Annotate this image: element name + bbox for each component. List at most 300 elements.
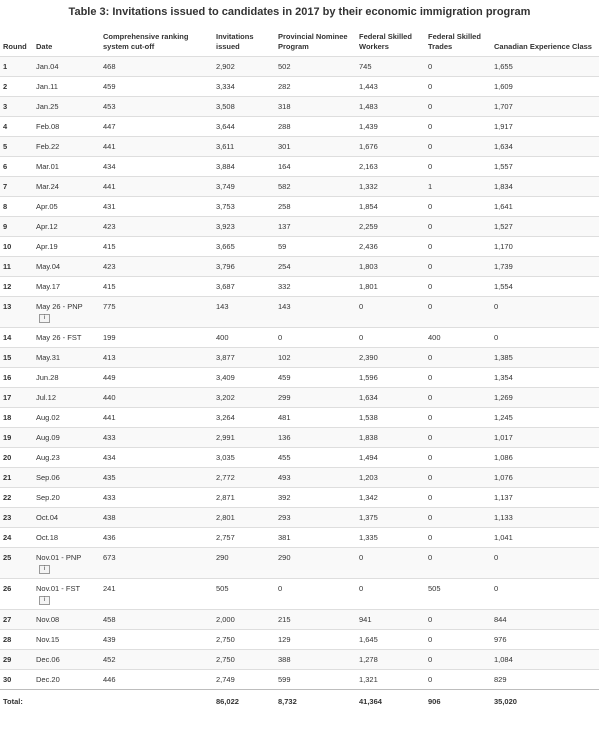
cell-crs-cutoff-text: 199: [103, 333, 116, 342]
cell-pnp-text: 459: [278, 373, 291, 382]
cell-pnp-text: 332: [278, 282, 291, 291]
cell-date: [32, 137, 99, 157]
cell-crs-cutoff-text: 458: [103, 615, 116, 624]
cell-crs-cutoff-text: 423: [103, 262, 116, 271]
cell-round-text: 9: [3, 222, 8, 231]
cell-round-text: 29: [3, 655, 12, 664]
cell-crs-cutoff: [99, 428, 212, 448]
cell-date: [32, 630, 99, 650]
cell-fst-text: 0: [428, 162, 433, 171]
col-header-pnp: Provincial Nominee Program: [278, 32, 348, 51]
cell-fsw: [355, 448, 424, 468]
cell-fst: [424, 508, 490, 528]
cell-fst: [424, 428, 490, 448]
cell-cec: [490, 97, 599, 117]
cell-round: [0, 177, 32, 197]
cell-date-text: Feb.08: [36, 122, 60, 131]
cell-invitations: [212, 157, 274, 177]
cell-cec: [490, 277, 599, 297]
cell-date-text: May.17: [36, 282, 61, 291]
cell-invitations-text: 3,749: [216, 182, 235, 191]
cell-date: [32, 77, 99, 97]
cell-cec-text: 0: [494, 333, 499, 342]
cell-crs-cutoff-text: 434: [103, 162, 116, 171]
cell-fst-text: 0: [428, 675, 433, 684]
cell-fsw: [355, 468, 424, 488]
col-header-fsw: Federal Skilled Workers: [359, 32, 412, 51]
cell-crs-cutoff-text: 453: [103, 102, 116, 111]
cell-cec-text: 1,084: [494, 655, 513, 664]
cell-pnp-text: 0: [278, 584, 283, 593]
cell-fst-text: 0: [428, 102, 433, 111]
cell-fsw-text: 941: [359, 615, 372, 624]
table-row: [0, 610, 599, 630]
cell-date-text: Aug.23: [36, 453, 60, 462]
cell-crs-cutoff: [99, 348, 212, 368]
cell-fst: [424, 548, 490, 579]
table-row: [0, 408, 599, 428]
cell-invitations-text: 3,687: [216, 282, 235, 291]
cell-invitations-text: 2,757: [216, 533, 235, 542]
cell-invitations: [212, 117, 274, 137]
cell-fsw-text: 1,278: [359, 655, 378, 664]
cell-cec-text: 0: [494, 302, 499, 311]
cell-cec: [490, 177, 599, 197]
cell-round: [0, 388, 32, 408]
cell-crs-cutoff-text: 434: [103, 453, 116, 462]
cell-pnp-text: 301: [278, 142, 291, 151]
cell-invitations: [212, 428, 274, 448]
cell-fst: [424, 368, 490, 388]
cell-cec: [490, 488, 599, 508]
cell-fst: [424, 137, 490, 157]
cell-round-text: 11: [3, 262, 11, 271]
cell-fsw: [355, 388, 424, 408]
cell-fst: [424, 528, 490, 548]
cell-date: [32, 610, 99, 630]
cell-cec: [490, 528, 599, 548]
cell-fst: [424, 348, 490, 368]
cell-crs-cutoff-text: 452: [103, 655, 116, 664]
cell-round: [0, 297, 32, 328]
cell-date-text: Feb.22: [36, 142, 60, 151]
cell-crs-cutoff: [99, 468, 212, 488]
cell-date: [32, 177, 99, 197]
cell-round-text: 21: [3, 473, 12, 482]
table-row: [0, 348, 599, 368]
cell-fsw-text: 2,436: [359, 242, 378, 251]
cell-pnp: [274, 428, 355, 448]
cell-fst-text: 0: [428, 635, 433, 644]
cell-invitations: [212, 548, 274, 579]
cell-pnp: [274, 650, 355, 670]
cell-round-text: 15: [3, 353, 12, 362]
cell-cec: [490, 237, 599, 257]
cell-invitations-text: 3,923: [216, 222, 235, 231]
cell-fst-text: 400: [428, 333, 441, 342]
cell-fst: [424, 408, 490, 428]
table-row: [0, 117, 599, 137]
cell-fst-text: 1: [428, 182, 433, 191]
cell-date-text: Apr.19: [36, 242, 58, 251]
table-row: [0, 177, 599, 197]
cell-invitations: [212, 610, 274, 630]
total-pnp: 8,732: [274, 690, 355, 713]
cell-date: [32, 508, 99, 528]
cell-cec: [490, 610, 599, 630]
cell-date-text: Jul.12: [36, 393, 57, 402]
cell-pnp-text: 582: [278, 182, 291, 191]
cell-crs-cutoff-text: 673: [103, 553, 116, 562]
cell-crs-cutoff-text: 441: [103, 142, 116, 151]
cell-date-text: Jan.25: [36, 102, 59, 111]
cell-date-text: Jan.04: [36, 62, 59, 71]
cell-fst-text: 0: [428, 353, 433, 362]
cell-fsw: [355, 77, 424, 97]
cell-invitations-text: 400: [216, 333, 229, 342]
cell-cec-text: 1,554: [494, 282, 513, 291]
cell-crs-cutoff-text: 413: [103, 353, 116, 362]
cell-cec: [490, 508, 599, 528]
cell-cec-text: 1,609: [494, 82, 513, 91]
cell-date: [32, 217, 99, 237]
cell-invitations: [212, 579, 274, 610]
cell-fst-text: 0: [428, 262, 433, 271]
cell-fst-text: 0: [428, 373, 433, 382]
cell-cec-text: 1,707: [494, 102, 513, 111]
cell-fsw-text: 0: [359, 333, 364, 342]
cell-date: [32, 57, 99, 77]
cell-fst: [424, 670, 490, 690]
cell-fsw-text: 1,676: [359, 142, 378, 151]
cell-fst: [424, 257, 490, 277]
cell-pnp: [274, 548, 355, 579]
cell-fsw: [355, 97, 424, 117]
cell-fst: [424, 177, 490, 197]
cell-fsw-text: 745: [359, 62, 372, 71]
cell-round-text: 17: [3, 393, 12, 402]
total-cell: [32, 690, 99, 713]
table-row: [0, 650, 599, 670]
cell-crs-cutoff: [99, 528, 212, 548]
cell-fsw: [355, 297, 424, 328]
cell-round: [0, 528, 32, 548]
cell-crs-cutoff: [99, 368, 212, 388]
cell-invitations-text: 3,035: [216, 453, 235, 462]
cell-round: [0, 508, 32, 528]
cell-invitations-text: 3,264: [216, 413, 235, 422]
cell-fsw: [355, 579, 424, 610]
cell-round-text: 7: [3, 182, 8, 191]
cell-cec-text: 1,527: [494, 222, 513, 231]
cell-cec: [490, 57, 599, 77]
cell-invitations-text: 2,749: [216, 675, 235, 684]
cell-cec-text: 1,385: [494, 353, 513, 362]
cell-date: [32, 297, 99, 328]
cell-invitations-text: 3,334: [216, 82, 235, 91]
cell-fsw-text: 1,854: [359, 202, 378, 211]
cell-date-text: Mar.24: [36, 182, 59, 191]
footnote-info-icon[interactable]: i: [39, 565, 50, 574]
cell-pnp-text: 136: [278, 433, 291, 442]
cell-fsw: [355, 428, 424, 448]
cell-cec-text: 1,137: [494, 493, 513, 502]
total-cec: 35,020: [490, 690, 599, 713]
table-row: [0, 388, 599, 408]
cell-pnp-text: 381: [278, 533, 291, 542]
cell-invitations: [212, 528, 274, 548]
cell-pnp: [274, 117, 355, 137]
cell-cec: [490, 650, 599, 670]
cell-crs-cutoff-text: 440: [103, 393, 116, 402]
cell-fsw-text: 1,439: [359, 122, 378, 131]
cell-crs-cutoff-text: 459: [103, 82, 116, 91]
cell-cec: [490, 328, 599, 348]
cell-fsw: [355, 508, 424, 528]
cell-round: [0, 548, 32, 579]
cell-crs-cutoff: [99, 650, 212, 670]
table-row: [0, 297, 599, 328]
cell-round: [0, 137, 32, 157]
cell-fst: [424, 197, 490, 217]
cell-crs-cutoff: [99, 297, 212, 328]
cell-cec: [490, 548, 599, 579]
cell-fst-text: 0: [428, 513, 433, 522]
cell-round: [0, 277, 32, 297]
cell-round: [0, 488, 32, 508]
cell-fst-text: 0: [428, 655, 433, 664]
cell-date-text: May 26 - PNP: [36, 302, 83, 311]
cell-round: [0, 77, 32, 97]
cell-cec-text: 1,917: [494, 122, 513, 131]
cell-fst-text: 0: [428, 453, 433, 462]
col-header-invitations: Invitations issued: [216, 32, 254, 51]
cell-fst: [424, 297, 490, 328]
cell-fsw-text: 2,259: [359, 222, 378, 231]
cell-round: [0, 428, 32, 448]
cell-crs-cutoff: [99, 328, 212, 348]
footnote-info-icon[interactable]: i: [39, 314, 50, 323]
cell-invitations: [212, 237, 274, 257]
cell-fsw: [355, 368, 424, 388]
cell-date: [32, 117, 99, 137]
cell-round-text: 3: [3, 102, 8, 111]
cell-cec-text: 1,269: [494, 393, 513, 402]
cell-invitations-text: 143: [216, 302, 229, 311]
cell-round-text: 16: [3, 373, 12, 382]
cell-round: [0, 237, 32, 257]
cell-crs-cutoff-text: 433: [103, 493, 116, 502]
cell-cec: [490, 670, 599, 690]
cell-pnp: [274, 630, 355, 650]
cell-cec: [490, 117, 599, 137]
cell-pnp-text: 59: [278, 242, 287, 251]
cell-invitations: [212, 408, 274, 428]
cell-date-text: May.31: [36, 353, 61, 362]
cell-date-text: Jan.11: [36, 82, 58, 91]
cell-fsw: [355, 630, 424, 650]
cell-fst: [424, 388, 490, 408]
cell-fst-text: 0: [428, 62, 433, 71]
cell-invitations-text: 3,884: [216, 162, 235, 171]
table-row: [0, 630, 599, 650]
cell-crs-cutoff: [99, 77, 212, 97]
cell-crs-cutoff-text: 433: [103, 433, 116, 442]
cell-date: [32, 348, 99, 368]
cell-cec: [490, 428, 599, 448]
footnote-info-icon[interactable]: i: [39, 596, 50, 605]
cell-invitations: [212, 630, 274, 650]
cell-cec-text: 1,170: [494, 242, 513, 251]
cell-crs-cutoff-text: 468: [103, 62, 116, 71]
cell-round-text: 23: [3, 513, 12, 522]
cell-round-text: 4: [3, 122, 8, 131]
cell-invitations: [212, 328, 274, 348]
cell-invitations: [212, 670, 274, 690]
table-row: [0, 548, 599, 579]
cell-date: [32, 157, 99, 177]
cell-cec: [490, 468, 599, 488]
cell-crs-cutoff: [99, 579, 212, 610]
table-row: [0, 57, 599, 77]
cell-pnp-text: 164: [278, 162, 291, 171]
cell-pnp-text: 481: [278, 413, 291, 422]
cell-round-text: 19: [3, 433, 12, 442]
cell-date-text: Aug.02: [36, 413, 60, 422]
cell-crs-cutoff-text: 241: [103, 584, 116, 593]
cell-date: [32, 428, 99, 448]
cell-cec-text: 844: [494, 615, 507, 624]
cell-round: [0, 468, 32, 488]
cell-round-text: 5: [3, 142, 8, 151]
cell-round: [0, 408, 32, 428]
cell-round: [0, 157, 32, 177]
cell-cec: [490, 408, 599, 428]
cell-fsw: [355, 277, 424, 297]
cell-fsw: [355, 348, 424, 368]
cell-invitations: [212, 97, 274, 117]
cell-invitations: [212, 448, 274, 468]
cell-pnp: [274, 388, 355, 408]
cell-fst-text: 0: [428, 615, 433, 624]
cell-pnp: [274, 57, 355, 77]
cell-round: [0, 197, 32, 217]
cell-invitations-text: 3,753: [216, 202, 235, 211]
cell-crs-cutoff: [99, 177, 212, 197]
cell-fst-text: 0: [428, 122, 433, 131]
cell-date: [32, 548, 99, 579]
cell-crs-cutoff-text: 447: [103, 122, 116, 131]
cell-pnp: [274, 508, 355, 528]
cell-fst-text: 0: [428, 413, 433, 422]
cell-invitations: [212, 508, 274, 528]
table-row: [0, 579, 599, 610]
cell-invitations-text: 3,877: [216, 353, 235, 362]
cell-cec-text: 1,557: [494, 162, 513, 171]
cell-invitations-text: 3,796: [216, 262, 235, 271]
cell-invitations: [212, 57, 274, 77]
cell-date-text: Oct.04: [36, 513, 59, 522]
cell-fst: [424, 488, 490, 508]
cell-crs-cutoff: [99, 277, 212, 297]
cell-pnp-text: 502: [278, 62, 291, 71]
cell-cec-text: 1,133: [494, 513, 513, 522]
cell-round: [0, 579, 32, 610]
cell-round: [0, 670, 32, 690]
cell-fst: [424, 650, 490, 670]
cell-fst-text: 0: [428, 473, 433, 482]
cell-pnp: [274, 297, 355, 328]
cell-crs-cutoff-text: 423: [103, 222, 116, 231]
cell-crs-cutoff: [99, 57, 212, 77]
cell-fst-text: 0: [428, 393, 433, 402]
cell-fsw: [355, 237, 424, 257]
cell-fst: [424, 217, 490, 237]
cell-cec: [490, 157, 599, 177]
cell-crs-cutoff-text: 415: [103, 282, 116, 291]
cell-fst: [424, 277, 490, 297]
cell-fst-text: 0: [428, 142, 433, 151]
cell-pnp-text: 493: [278, 473, 291, 482]
cell-round-text: 18: [3, 413, 12, 422]
cell-cec: [490, 448, 599, 468]
cell-pnp: [274, 528, 355, 548]
table-row: [0, 197, 599, 217]
cell-crs-cutoff: [99, 237, 212, 257]
cell-cec-text: 1,041: [494, 533, 513, 542]
cell-date: [32, 408, 99, 428]
cell-round-text: 12: [3, 282, 12, 291]
cell-round: [0, 257, 32, 277]
cell-date: [32, 448, 99, 468]
cell-pnp: [274, 197, 355, 217]
cell-fsw-text: 1,483: [359, 102, 378, 111]
cell-crs-cutoff: [99, 408, 212, 428]
cell-fst-text: 0: [428, 433, 433, 442]
cell-cec-text: 1,017: [494, 433, 513, 442]
cell-pnp-text: 143: [278, 302, 291, 311]
cell-fsw: [355, 328, 424, 348]
cell-date: [32, 368, 99, 388]
cell-round-text: 24: [3, 533, 12, 542]
col-header-crs-cutoff: Comprehensive ranking system cut-off: [103, 32, 189, 51]
cell-pnp: [274, 408, 355, 428]
cell-date: [32, 277, 99, 297]
cell-fst-text: 0: [428, 242, 433, 251]
cell-crs-cutoff: [99, 548, 212, 579]
cell-invitations: [212, 137, 274, 157]
cell-fst: [424, 117, 490, 137]
cell-round: [0, 630, 32, 650]
cell-fst: [424, 157, 490, 177]
cell-pnp-text: 388: [278, 655, 291, 664]
cell-pnp: [274, 177, 355, 197]
cell-date-text: Sep.20: [36, 493, 60, 502]
cell-pnp-text: 258: [278, 202, 291, 211]
cell-round-text: 22: [3, 493, 12, 502]
cell-fsw: [355, 548, 424, 579]
cell-date-text: Nov.08: [36, 615, 60, 624]
cell-crs-cutoff: [99, 488, 212, 508]
cell-fsw: [355, 650, 424, 670]
cell-invitations-text: 290: [216, 553, 229, 562]
cell-pnp-text: 254: [278, 262, 291, 271]
cell-fsw: [355, 217, 424, 237]
cell-date-text: Nov.01 - FST: [36, 584, 81, 593]
total-fsw: 41,364: [355, 690, 424, 713]
cell-fsw-text: 1,803: [359, 262, 378, 271]
table-row: [0, 448, 599, 468]
